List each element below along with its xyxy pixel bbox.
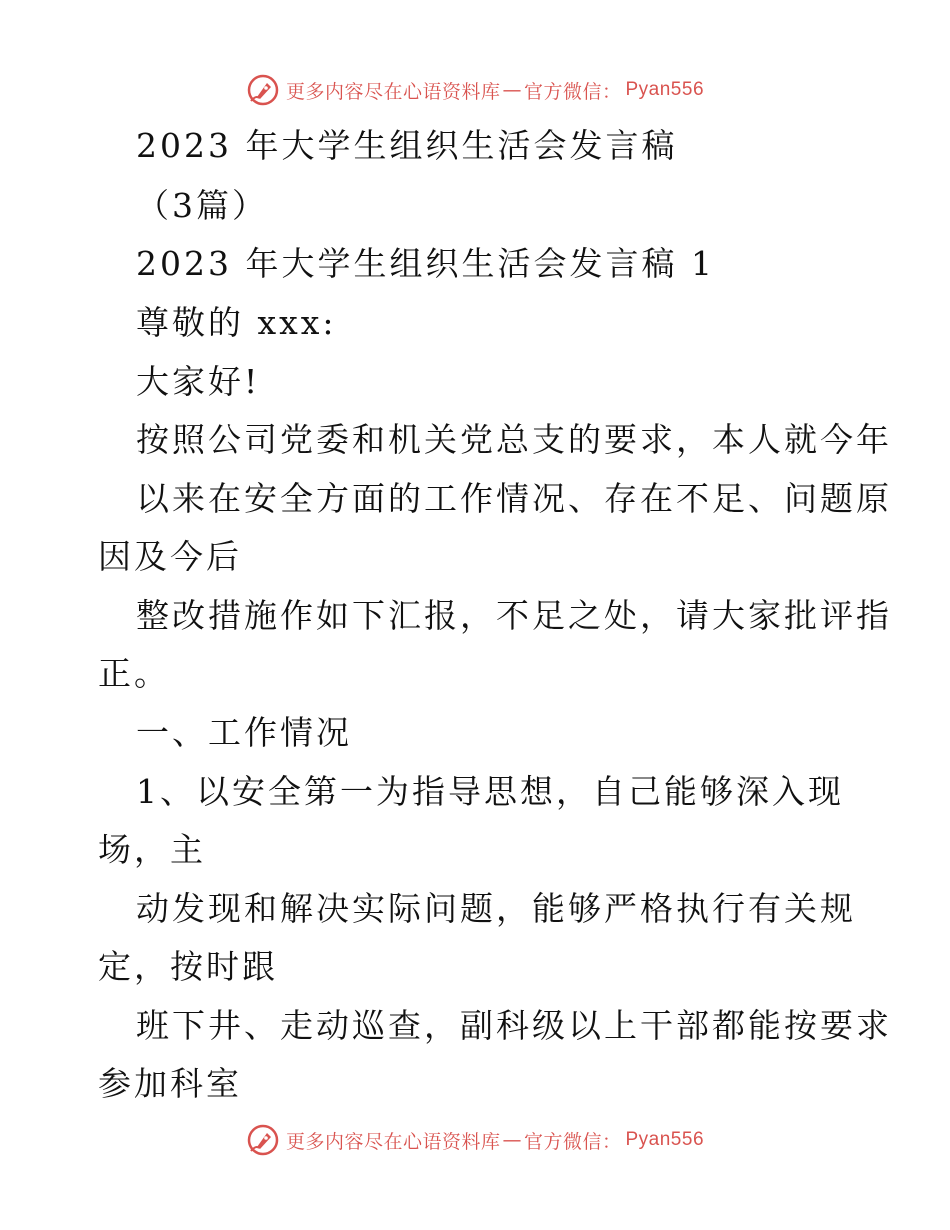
pen-nib-logo-icon — [246, 1123, 280, 1157]
watermark-dash: — — [502, 79, 522, 101]
document-subtitle: 2023 年大学生组织生活会发言稿 1 — [136, 244, 715, 283]
section-heading: 一、工作情况 — [136, 713, 352, 752]
watermark-label: 官方微信： — [523, 80, 622, 103]
body-line: 1、以安全第一为指导思想，自己能够深入现 — [136, 772, 844, 811]
watermark-text: 更多内容尽在心语资料库 — [285, 1130, 501, 1153]
body-line: 正。 — [98, 654, 170, 693]
body-line: 参加科室 — [98, 1064, 242, 1103]
watermark-id: Pyan556 — [625, 1129, 705, 1150]
body-line: 定，按时跟 — [98, 947, 278, 986]
watermark-id: Pyan556 — [625, 79, 705, 100]
body-line: 因及今后 — [98, 537, 242, 576]
header-watermark — [0, 70, 950, 110]
pen-nib-logo-icon — [246, 73, 280, 107]
body-line: 以来在安全方面的工作情况、存在不足、问题原 — [136, 479, 892, 518]
document-title-line1: 2023 年大学生组织生活会发言稿 — [136, 126, 678, 165]
salutation: 尊敬的 xxx: — [136, 303, 337, 342]
document-title-line2: （3篇） — [136, 186, 268, 225]
watermark-dash: — — [502, 1129, 522, 1151]
watermark-label: 官方微信： — [523, 1130, 622, 1153]
body-line: 场，主 — [98, 830, 206, 869]
body-line: 按照公司党委和机关党总支的要求，本人就今年 — [136, 420, 892, 459]
body-line: 动发现和解决实际问题，能够严格执行有关规 — [136, 889, 856, 928]
watermark-text: 更多内容尽在心语资料库 — [285, 80, 501, 103]
greeting: 大家好! — [136, 362, 261, 401]
body-line: 整改措施作如下汇报，不足之处，请大家批评指 — [136, 596, 892, 635]
body-line: 班下井、走动巡查，副科级以上干部都能按要求 — [136, 1006, 892, 1045]
footer-watermark — [0, 1120, 950, 1160]
